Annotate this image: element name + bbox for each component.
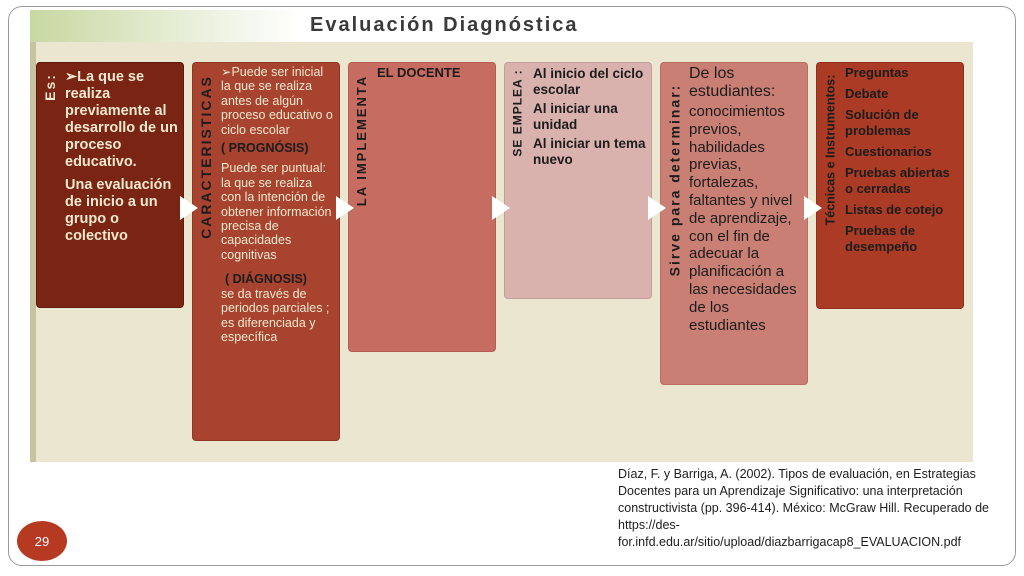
prognosis-term: ( PROGNÓSIS) [221,141,309,156]
box-es [36,62,184,308]
tecnica-item: Pruebas abiertas o cerradas [845,165,950,196]
box-tecnicas-content [845,65,959,260]
box-implementa-content [377,65,491,80]
box-sirve [660,62,808,385]
sirve-paragraph: conocimientos previos, habilidades previas, fortalezas, faltantes y nivel de aprendizaje, con el fin de adecuar la planificación a las necesidades de los estudiantes [689,103,797,334]
diagram-title: Evaluación Diagnóstica [310,14,579,36]
tecnica-item: Preguntas [845,65,909,80]
arrow-right-icon [492,196,510,220]
es-paragraph: ➢La que se realiza previamente al desarrollo de un proceso educativo. [65,69,178,170]
box-se-emplea-content [533,66,647,171]
se-emplea-item: Al inicio del ciclo escolar [533,66,644,97]
box-se-emplea-label: SE EMPLEA : [511,69,526,157]
page-number-badge [17,521,67,561]
diagnosis-term: ( DIÁGNOSIS) [225,272,307,287]
tecnica-item: Pruebas de desempeño [845,223,918,254]
tecnica-item: Debate [845,86,889,101]
box-implementa-label: LA IMPLEMENTA [354,74,370,206]
diagram-figure [30,10,973,462]
caracteristicas-paragraph: Puede ser puntual: la que se realiza con la intención de obtener información precisa de capacidades cognitivas [221,161,332,262]
box-implementa [348,62,496,352]
arrow-right-icon [648,196,666,220]
box-caracteristicas [192,62,340,441]
box-es-content [65,69,179,251]
caracteristicas-paragraph: se da través de periodos parciales ; es diferenciada y específica [221,286,330,344]
box-tecnicas-label: Técnicas e Instrumentos: [823,74,837,226]
citation-text: Díaz, F. y Barriga, A. (2002). Tipos de evaluación, en Estrategias Docentes para un Aprendizaje Significativo: una interpretación constructivista (pp. 396-414). México: McGraw Hill. Recuperado de https://des-for.infd.edu.ar/sitio/upload/diazbarrigacap8_EVALUACION.pdf [618,467,989,549]
tecnica-item: Solución de problemas [845,107,919,138]
box-caracteristicas-label: CARACTERISTICAS [198,75,214,239]
arrow-right-icon [180,196,198,220]
es-paragraph: Una evaluación de inicio a un grupo o colectivo [65,177,172,244]
tecnica-item: Cuestionarios [845,144,932,159]
box-es-label: Es: [42,73,59,101]
page-number: 29 [34,533,50,549]
box-sirve-label: Sirve para determinar: [666,83,682,277]
arrow-right-icon [336,196,354,220]
arrow-right-icon [804,196,822,220]
tecnica-item: Listas de cotejo [845,202,944,217]
caracteristicas-paragraph: ➢Puede ser inicial la que se realiza antes de algún proceso educativo o ciclo escolar [221,65,333,137]
sirve-heading: De los estudiantes: [689,65,776,100]
se-emplea-item: Al iniciar un tema nuevo [533,136,646,167]
box-caracteristicas-content [221,65,335,344]
implementa-paragraph: EL DOCENTE [377,65,461,80]
title-band [30,10,973,42]
box-tecnicas [816,62,964,309]
box-se-emplea [504,62,652,299]
box-sirve-content [689,65,803,334]
se-emplea-item: Al iniciar una unidad [533,101,618,132]
